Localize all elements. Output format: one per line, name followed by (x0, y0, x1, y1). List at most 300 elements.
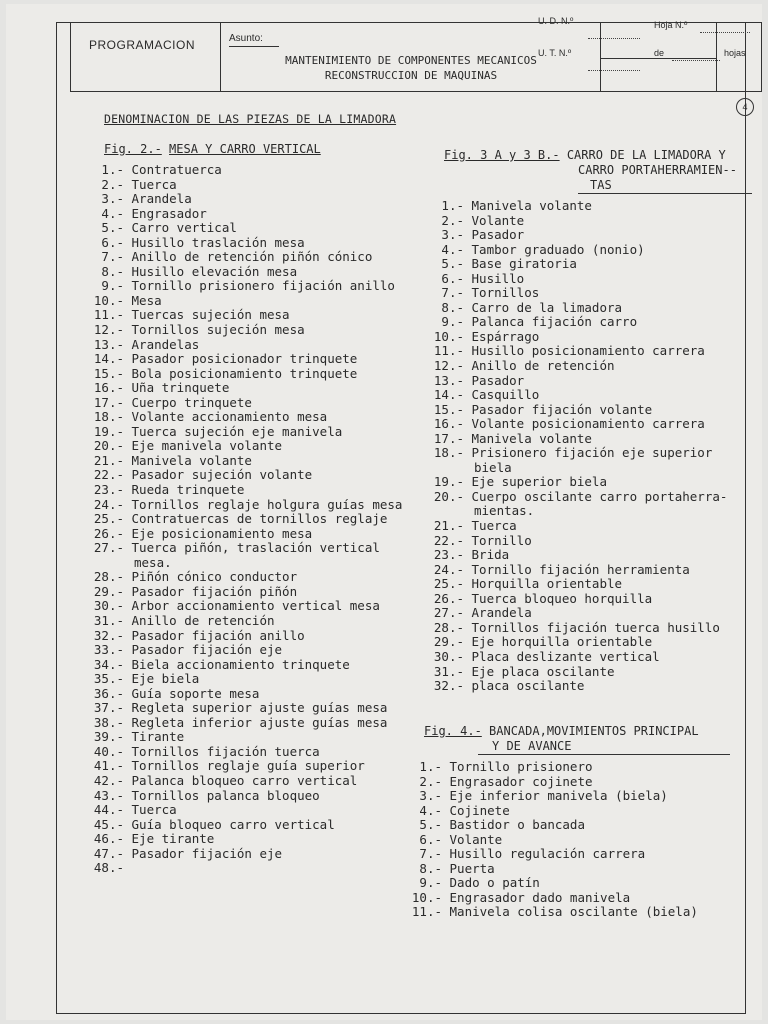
item-number: 7.- (419, 846, 442, 862)
item-number: 17.- (93, 394, 124, 410)
list-item (90, 599, 402, 614)
item-number: 13.- (433, 372, 464, 388)
list-item (430, 577, 727, 592)
item-number: 20.- (433, 488, 464, 504)
list-item (430, 388, 727, 403)
item-text: Eje posicionamiento mesa (124, 525, 313, 541)
item-number: 36.- (93, 685, 124, 701)
list-item (90, 745, 402, 760)
list-item (90, 483, 402, 498)
item-text: Tornillos sujeción mesa (124, 322, 305, 338)
item-text: Engrasador cojinete (442, 773, 593, 789)
list-item (90, 294, 402, 309)
list-item (430, 519, 727, 534)
list-item (90, 803, 402, 818)
item-number: 29.- (93, 583, 124, 599)
item-text: Pasador fijación eje (124, 845, 283, 861)
item-text: Guía bloqueo carro vertical (124, 816, 335, 832)
list-item (90, 701, 402, 716)
item-number: 21.- (433, 518, 464, 534)
list-item (430, 592, 727, 607)
list-item (90, 367, 402, 382)
list-item (90, 658, 402, 673)
page-number: 4 (736, 98, 754, 116)
item-number: 45.- (93, 816, 124, 832)
item-number: 19.- (93, 423, 124, 439)
list-item (430, 679, 727, 694)
item-number: 12.- (433, 358, 464, 374)
item-text: Rueda trinquete (124, 482, 245, 498)
item-number: 38.- (93, 714, 124, 730)
item-number: 26.- (93, 525, 124, 541)
item-text: Tirante (124, 729, 185, 745)
item-number: 7.- (101, 249, 124, 265)
item-text: Anillo de retención (464, 358, 615, 374)
item-number: 30.- (93, 598, 124, 614)
item-number: 2.- (441, 212, 464, 228)
list-item (90, 774, 402, 789)
item-text: Pasador fijación piñón (124, 583, 298, 599)
item-number: 4.- (419, 802, 442, 818)
item-text: Volante (442, 831, 503, 847)
item-number: 32.- (433, 678, 464, 694)
item-text: Regleta superior ajuste guías mesa (124, 700, 388, 716)
item-number: 16.- (433, 416, 464, 432)
list-item (90, 236, 402, 251)
item-text: Tornillo prisionero fijación anillo (124, 278, 395, 294)
list-item (430, 563, 727, 578)
de-label: de (654, 48, 665, 58)
item-text: Arbor accionamiento vertical mesa (124, 598, 380, 614)
fig4-heading-fig: Fig. 4.- (424, 724, 482, 738)
list-item (408, 775, 698, 790)
list-item (90, 192, 402, 207)
asunto-underline (229, 46, 279, 47)
item-text: Mesa (124, 292, 162, 308)
fig2-list (90, 163, 402, 876)
list-item (90, 527, 402, 542)
list-item (430, 490, 727, 505)
list-item (430, 417, 727, 432)
item-text: Tornillos fijación tuerca (124, 743, 320, 759)
item-number: 47.- (93, 845, 124, 861)
item-number: 19.- (433, 474, 464, 490)
de-dots (672, 60, 720, 61)
item-number: 24.- (433, 561, 464, 577)
list-item (430, 359, 727, 374)
list-item (430, 650, 727, 665)
item-text: Manivela volante (464, 430, 592, 446)
item-text: Tornillos fijación tuerca husillo (464, 619, 720, 635)
item-text: Brida (464, 547, 510, 563)
item-text: Pasador posicionador trinquete (124, 351, 358, 367)
item-number: 20.- (93, 438, 124, 454)
item-text: Cuerpo trinquete (124, 394, 252, 410)
item-number: 14.- (93, 351, 124, 367)
item-text: Arandelas (124, 336, 200, 352)
list-item (430, 228, 727, 243)
asunto-label: Asunto: (229, 33, 263, 44)
programacion-label: PROGRAMACION (89, 38, 196, 52)
item-text: Manivela volante (124, 452, 252, 468)
fig4-list (408, 760, 698, 920)
item-text: Eje horquilla orientable (464, 634, 653, 650)
item-number: 46.- (93, 831, 124, 847)
item-number: 31.- (93, 612, 124, 628)
list-item (430, 344, 727, 359)
item-number: 6.- (101, 234, 124, 250)
item-text: Tuerca sujeción eje manivela (124, 423, 343, 439)
udn-label: U. D. N.º (538, 16, 574, 26)
list-item (90, 672, 402, 687)
item-text: Piñón cónico conductor (124, 569, 298, 585)
item-number: 10.- (411, 889, 442, 905)
list-item (90, 439, 402, 454)
item-number: 34.- (93, 656, 124, 672)
item-number: 27.- (433, 605, 464, 621)
item-text: Volante (464, 212, 525, 228)
list-item (430, 286, 727, 301)
list-item (408, 804, 698, 819)
item-number: 5.- (419, 817, 442, 833)
list-item (90, 425, 402, 440)
item-text: Eje superior biela (464, 474, 607, 490)
item-number: 11.- (411, 904, 442, 920)
list-item (430, 374, 727, 389)
list-item (90, 207, 402, 222)
item-number: 24.- (93, 496, 124, 512)
list-item (408, 905, 698, 920)
list-item (90, 279, 402, 294)
item-number: 29.- (433, 634, 464, 650)
list-item (90, 614, 402, 629)
item-number: 16.- (93, 380, 124, 396)
item-text: Tuerca (464, 518, 517, 534)
item-number: 30.- (433, 648, 464, 664)
hojas-label: hojas (724, 48, 746, 58)
item-number: 25.- (433, 576, 464, 592)
fig3-heading (444, 148, 726, 162)
item-number: 2.- (419, 773, 442, 789)
item-text: Eje biela (124, 671, 200, 687)
fig3-heading-underline (578, 193, 752, 194)
document-title: DENOMINACION DE LAS PIEZAS DE LA LIMADORA (104, 112, 397, 126)
item-text: Anillo de retención piñón cónico (124, 249, 373, 265)
item-text: Engrasador dado manivela (442, 889, 631, 905)
item-text: Volante accionamiento mesa (124, 409, 328, 425)
item-text: Tuerca piñón, traslación vertical (124, 540, 380, 556)
item-text: Husillo (464, 270, 525, 286)
item-number: 4.- (101, 205, 124, 221)
item-number: 17.- (433, 430, 464, 446)
item-text: Engrasador (124, 205, 207, 221)
item-number: 11.- (93, 307, 124, 323)
fig2-heading-fig: Fig. 2.- (104, 142, 162, 156)
item-text: Cojinete (442, 802, 510, 818)
list-item (90, 468, 402, 483)
list-item (90, 498, 402, 513)
item-text: Carro vertical (124, 220, 237, 236)
item-text: Pasador (464, 372, 525, 388)
list-item (90, 759, 402, 774)
list-item (90, 716, 402, 731)
item-text: Pasador fijación eje (124, 642, 283, 658)
list-item (430, 315, 727, 330)
list-item (430, 199, 727, 214)
item-number: 15.- (433, 401, 464, 417)
item-text: Regleta inferior ajuste guías mesa (124, 714, 388, 730)
item-number: 39.- (93, 729, 124, 745)
list-item-continuation: biela (474, 459, 512, 475)
header-cell-programacion (71, 23, 221, 91)
item-text: Tornillos reglaje guía superior (124, 758, 365, 774)
item-text: Pasador (464, 227, 525, 243)
item-text: Prisionero fijación eje superior (464, 445, 713, 461)
item-number: 22.- (433, 532, 464, 548)
item-number: 14.- (433, 387, 464, 403)
fig4-heading-text-1: BANCADA,MOVIMIENTOS PRINCIPAL (489, 724, 699, 738)
fig4-heading (424, 724, 699, 738)
item-number: 40.- (93, 743, 124, 759)
udn-dots (588, 38, 640, 39)
list-item (430, 621, 727, 636)
item-number: 44.- (93, 802, 124, 818)
item-text: Tambor graduado (nonio) (464, 241, 645, 257)
list-item-continuation: mientas. (474, 503, 535, 519)
item-number: 42.- (93, 772, 124, 788)
item-number: 1.- (419, 759, 442, 774)
item-text: Manivela volante (464, 198, 592, 213)
item-text: Tuerca bloqueo horquilla (464, 590, 653, 606)
list-item (408, 833, 698, 848)
item-text: Tornillo (464, 532, 532, 548)
list-item (90, 454, 402, 469)
item-text: Biela accionamiento trinquete (124, 656, 350, 672)
list-item (430, 665, 727, 680)
item-text: Volante posicionamiento carrera (464, 416, 705, 432)
item-number: 5.- (101, 220, 124, 236)
item-number: 9.- (419, 875, 442, 891)
item-text: Pasador fijación anillo (124, 627, 305, 643)
item-number: 28.- (93, 569, 124, 585)
list-item (430, 432, 727, 447)
list-item (430, 534, 727, 549)
item-text: Tornillos palanca bloqueo (124, 787, 320, 803)
item-number: 6.- (441, 270, 464, 286)
list-item (90, 629, 402, 644)
fig4-heading-line2: Y DE AVANCE (492, 739, 572, 753)
hoja-dots (700, 32, 750, 33)
list-item (90, 221, 402, 236)
item-text: Husillo posicionamiento carrera (464, 343, 705, 359)
fig3-heading-line2: CARRO PORTAHERRAMIEN-- (578, 163, 737, 177)
item-number: 7.- (441, 285, 464, 301)
item-text: placa oscilante (464, 678, 585, 694)
list-item (430, 635, 727, 650)
subject-line-1: MANTENIMIENTO DE COMPONENTES MECANICOS (285, 54, 537, 67)
item-number: 15.- (93, 365, 124, 381)
fig3-heading-line3: TAS (590, 178, 612, 192)
item-text: Pasador fijación volante (464, 401, 653, 417)
item-text: Tornillo prisionero (442, 759, 593, 774)
hoja-label: Hoja N.º (654, 20, 688, 30)
item-number: 27.- (93, 540, 124, 556)
item-number: 28.- (433, 619, 464, 635)
item-text: Arandela (124, 191, 192, 207)
item-number: 2.- (101, 176, 124, 192)
item-text: Eje manivela volante (124, 438, 283, 454)
item-number: 3.- (101, 191, 124, 207)
item-text: Tuerca (124, 176, 177, 192)
utn-label: U. T. N.º (538, 48, 572, 58)
list-item (430, 272, 727, 287)
list-item (90, 585, 402, 600)
list-item (408, 760, 698, 775)
item-text: Contratuercas de tornillos reglaje (124, 511, 388, 527)
list-item (90, 265, 402, 280)
subject-line-2: RECONSTRUCCION DE MAQUINAS (324, 69, 498, 82)
list-item (90, 250, 402, 265)
list-item (90, 832, 402, 847)
list-item (430, 257, 727, 272)
item-number: 18.- (433, 445, 464, 461)
fig2-heading-text: MESA Y CARRO VERTICAL (169, 142, 321, 156)
fig3-heading-text-1: CARRO DE LA LIMADORA Y (566, 148, 726, 162)
item-number: 8.- (441, 299, 464, 315)
item-number: 35.- (93, 671, 124, 687)
item-number: 48.- (93, 860, 124, 876)
list-item (430, 214, 727, 229)
item-text: Puerta (442, 860, 495, 876)
item-text: Eje inferior manivela (biela) (442, 788, 668, 804)
item-text: Tuerca (124, 802, 177, 818)
list-item (90, 410, 402, 425)
item-number: 18.- (93, 409, 124, 425)
item-text: Bola posicionamiento trinquete (124, 365, 358, 381)
fig3-heading-fig: Fig. 3 A y 3 B.- (444, 148, 560, 162)
item-number: 1.- (441, 198, 464, 213)
item-text: Tuercas sujeción mesa (124, 307, 290, 323)
list-item (90, 381, 402, 396)
item-text: Bastidor o bancada (442, 817, 585, 833)
list-item (408, 876, 698, 891)
item-text: Husillo traslación mesa (124, 234, 305, 250)
item-text: Husillo regulación carrera (442, 846, 646, 862)
list-item (90, 323, 402, 338)
list-item (408, 847, 698, 862)
item-number: 43.- (93, 787, 124, 803)
list-item (90, 570, 402, 585)
list-item (90, 308, 402, 323)
item-number: 8.- (101, 263, 124, 279)
fig4-heading-underline (478, 754, 730, 755)
item-number: 23.- (433, 547, 464, 563)
item-text: Tornillos (464, 285, 540, 301)
list-item (408, 862, 698, 877)
item-text: Placa deslizante vertical (464, 648, 660, 664)
list-item-continuation: mesa. (134, 554, 172, 570)
item-text: Guía soporte mesa (124, 685, 260, 701)
item-number: 21.- (93, 452, 124, 468)
list-item (90, 541, 402, 556)
list-item (408, 891, 698, 906)
item-text: Cuerpo oscilante carro portaherra- (464, 488, 728, 504)
list-item (430, 243, 727, 258)
item-number: 32.- (93, 627, 124, 643)
list-item (430, 446, 727, 461)
item-number: 31.- (433, 663, 464, 679)
item-number: 8.- (419, 860, 442, 876)
item-text: Contratuerca (124, 162, 222, 177)
item-number: 23.- (93, 482, 124, 498)
list-item (90, 352, 402, 367)
item-text: Tornillo fijación herramienta (464, 561, 690, 577)
item-number: 22.- (93, 467, 124, 483)
list-item (90, 178, 402, 193)
item-number: 37.- (93, 700, 124, 716)
item-text: Anillo de retención (124, 612, 275, 628)
list-item (430, 301, 727, 316)
fig3-list (430, 199, 727, 694)
item-text: Horquilla orientable (464, 576, 623, 592)
item-text: Base giratoria (464, 256, 577, 272)
list-item (90, 687, 402, 702)
item-number: 1.- (101, 162, 124, 177)
list-item (430, 548, 727, 563)
item-number: 4.- (441, 241, 464, 257)
item-text: Casquillo (464, 387, 540, 403)
item-text: Uña trinquete (124, 380, 230, 396)
item-text: Arandela (464, 605, 532, 621)
item-number: 9.- (441, 314, 464, 330)
list-item (90, 163, 402, 178)
item-number: 41.- (93, 758, 124, 774)
item-text: Tornillos reglaje holgura guías mesa (124, 496, 403, 512)
list-item (408, 818, 698, 833)
item-text: Palanca fijación carro (464, 314, 638, 330)
list-item (408, 789, 698, 804)
item-number: 25.- (93, 511, 124, 527)
list-item (430, 330, 727, 345)
list-item (430, 403, 727, 418)
item-number: 12.- (93, 322, 124, 338)
list-item (90, 643, 402, 658)
list-item (90, 730, 402, 745)
item-text: Espárrago (464, 328, 540, 344)
item-number: 11.- (433, 343, 464, 359)
header-divider (601, 58, 717, 59)
item-text: Eje tirante (124, 831, 215, 847)
item-number: 6.- (419, 831, 442, 847)
list-item (430, 606, 727, 621)
item-number: 10.- (93, 292, 124, 308)
item-number: 33.- (93, 642, 124, 658)
item-number: 3.- (441, 227, 464, 243)
item-text: Palanca bloqueo carro vertical (124, 772, 358, 788)
list-item (90, 396, 402, 411)
item-number: 9.- (101, 278, 124, 294)
item-number: 3.- (419, 788, 442, 804)
item-text: Eje placa oscilante (464, 663, 615, 679)
item-text: Dado o patín (442, 875, 540, 891)
list-item (90, 789, 402, 804)
item-number: 26.- (433, 590, 464, 606)
list-item (90, 861, 402, 876)
list-item (90, 512, 402, 527)
item-number: 13.- (93, 336, 124, 352)
item-number: 10.- (433, 328, 464, 344)
list-item (90, 338, 402, 353)
